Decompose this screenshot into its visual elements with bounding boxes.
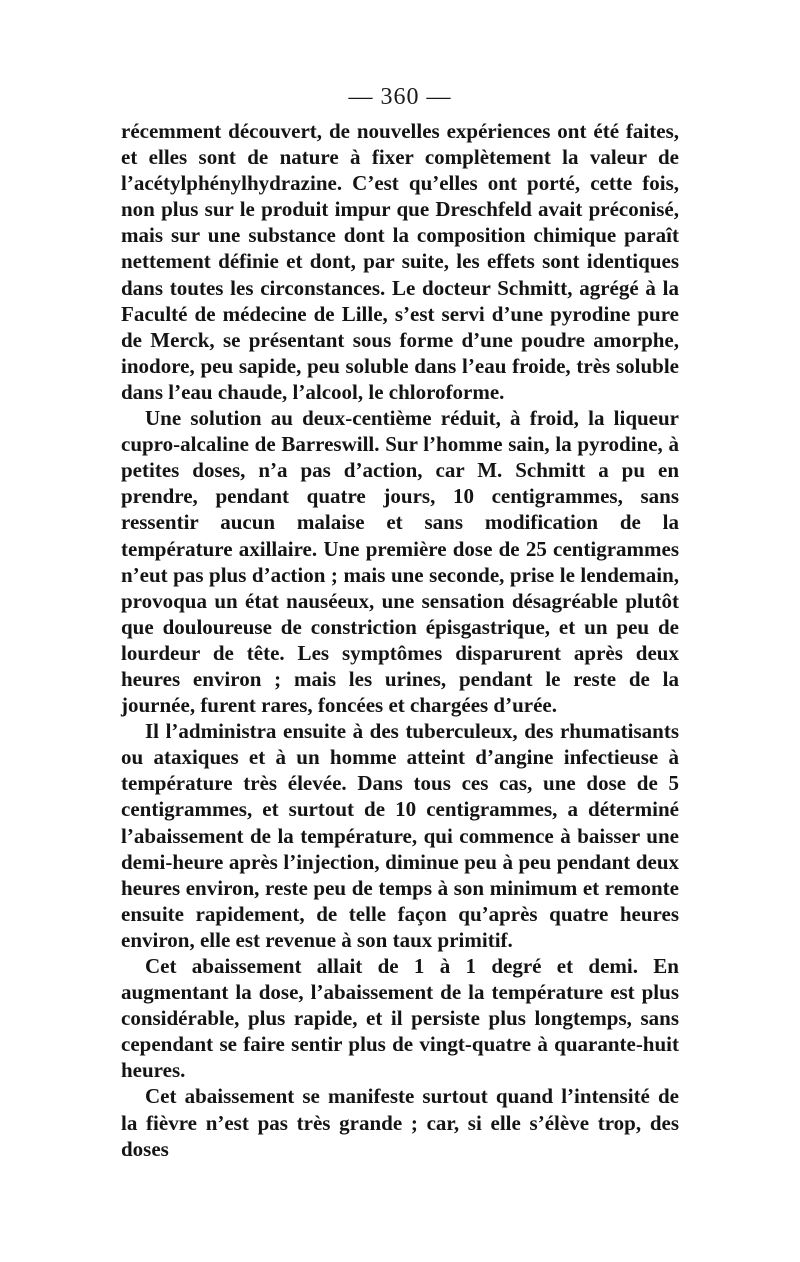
paragraph-2: Une solution au deux-centième réduit, à froid, la liqueur cupro-alcaline de Barreswill. Sur l’homme sain, la pyrodine, à petites doses, n’a pas d’action, car M. Schmitt a pu en prendre, pendant quatre jours, 10 centigrammes, sans ressentir aucun malaise et sans modification de la température axillaire. Une première dose de 25 centigrammes n’eut pas plus d’action ; mais une seconde, prise le lendemain, provoqua un état nauséeux, une sensation désagréable plutôt que douloureuse de constriction épisgastrique, et un peu de lourdeur de tête. Les symptômes disparurent après deux heures environ ; mais les urines, pendant le reste de la journée, furent rares, foncées et chargées d’urée. xyxy=(121,406,679,718)
page-number: — 360 — xyxy=(348,84,452,110)
paragraph-4: Cet abaissement allait de 1 à 1 degré et demi. En augmentant la dose, l’abaissement de la température est plus considérable, plus rapide, et il persiste plus longtemps, sans cependant se faire sentir plus de vingt-quatre à quarante-huit heures. xyxy=(121,954,679,1083)
paragraph-5: Cet abaissement se manifeste surtout quand l’intensité de la fièvre n’est pas très grande ; car, si elle s’élève trop, des doses xyxy=(121,1084,679,1161)
page-text-body xyxy=(121,118,679,1162)
paragraph-3: Il l’administra ensuite à des tuberculeux, des rhumatisants ou ataxiques et à un homme atteint d’angine infectieuse à température très élevée. Dans tous ces cas, une dose de 5 centigrammes, et surtout de 10 centigrammes, a déterminé l’abaissement de la température, qui commence à baisser une demi-heure après l’injection, diminue peu à peu pendant deux heures environ, reste peu de temps à son minimum et remonte ensuite rapidement, de telle façon qu’après quatre heures environ, elle est revenue à son taux primitif. xyxy=(121,719,679,952)
paragraph-1: récemment découvert, de nouvelles expériences ont été faites, et elles sont de nature à fixer complètement la valeur de l’acétylphénylhydrazine. C’est qu’elles ont porté, cette fois, non plus sur le produit impur que Dreschfeld avait préconisé, mais sur une substance dont la composition chimique paraît nettement définie et dont, par suite, les effets sont identiques dans toutes les circonstances. Le docteur Schmitt, agrégé à la Faculté de médecine de Lille, s’est servi d’une pyrodine pure de Merck, se présentant sous forme d’une poudre amorphe, inodore, peu sapide, peu soluble dans l’eau froide, très soluble dans l’eau chaude, l’alcool, le chloroforme. xyxy=(121,119,679,404)
